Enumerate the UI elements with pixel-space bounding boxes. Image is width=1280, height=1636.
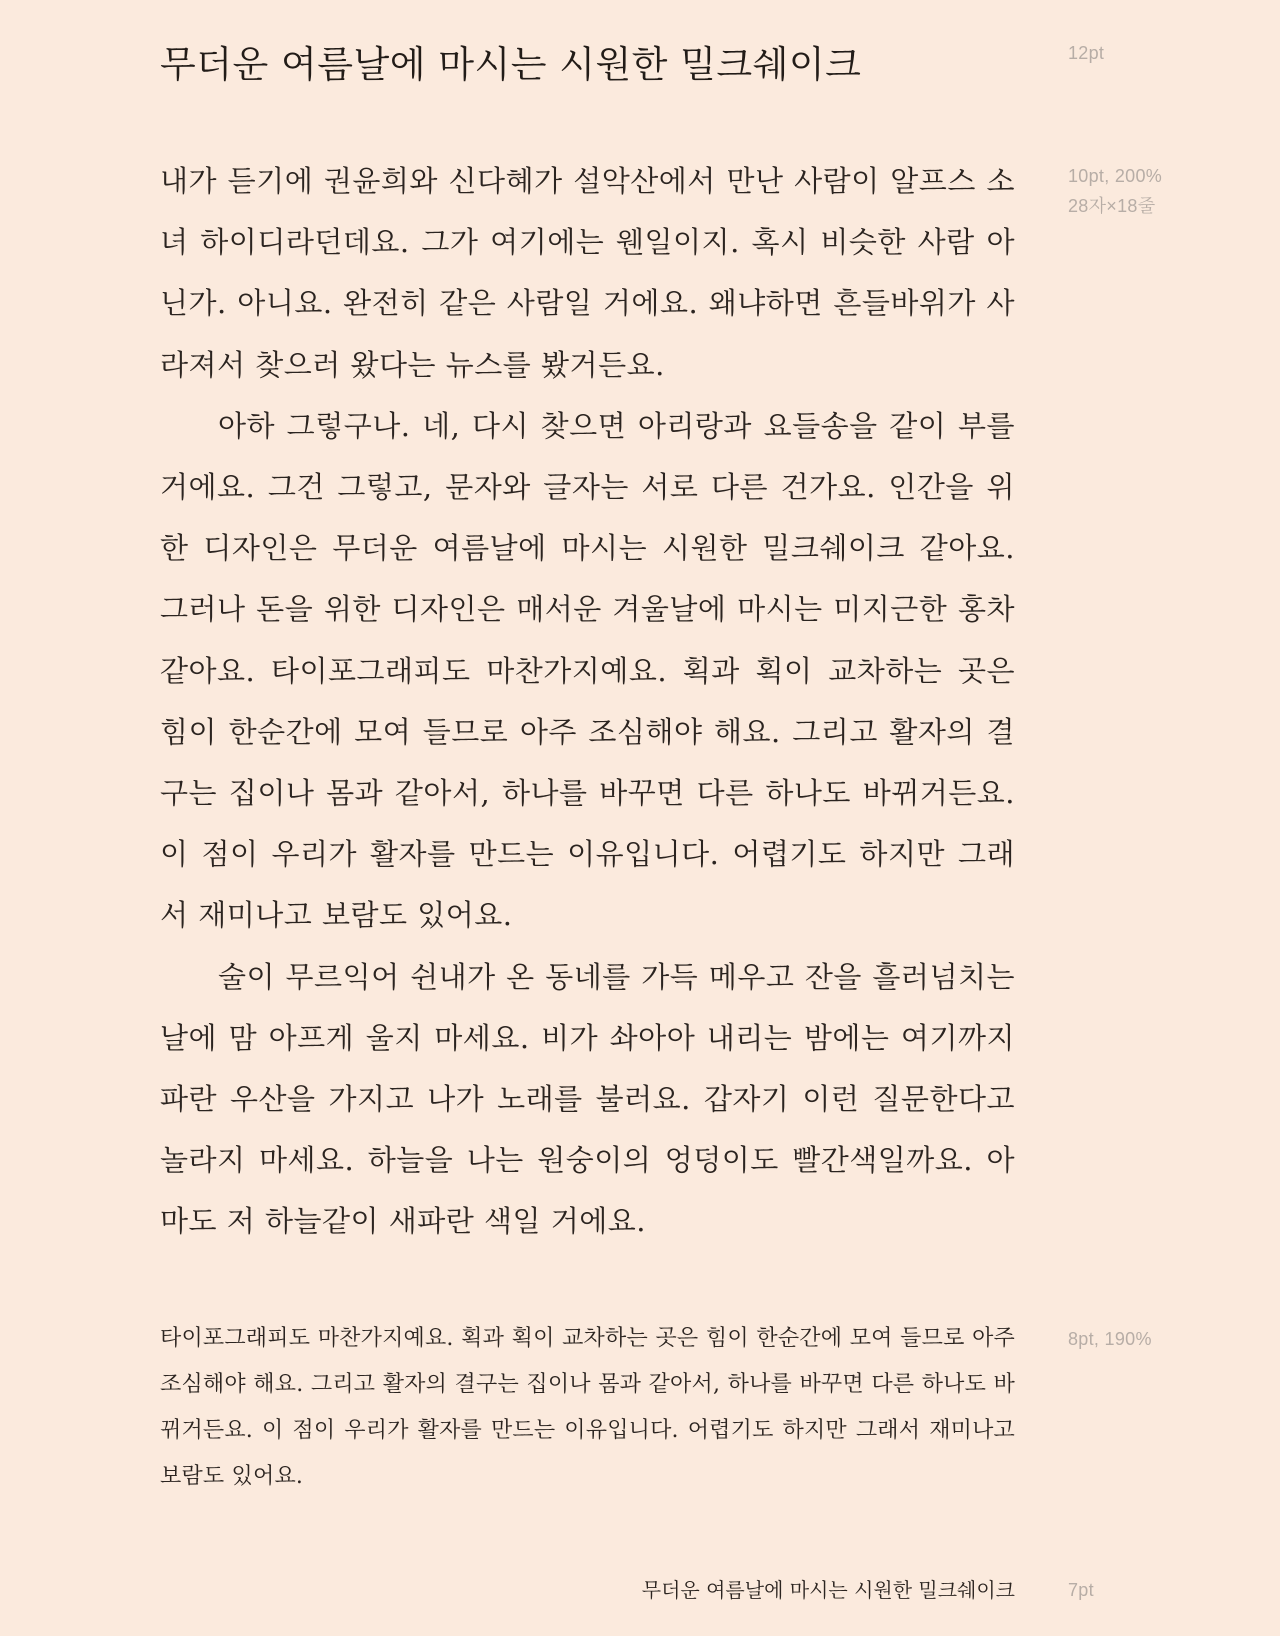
body-paragraph: 술이 무르익어 쉰내가 온 동네를 가득 메우고 잔을 흘러넘치는 날에 맘 아프게 울지 마세요. 비가 솨아아 내리는 밤에는 여기까지 파란 우산을 가지고 나가 노래를 불러요. 갑자기 이런 질문한다고 놀라지 마세요. 하늘을 나는 원숭이의 엉덩이도 빨간색일까요. 아마도 저 하늘같이 새파란 색일 거에요.: [160, 959, 1015, 1239]
specimen-caption-7pt: 무더운 여름날에 마시는 시원한 밀크쉐이크: [641, 1578, 1015, 1602]
size-note-8pt: 8pt, 190%: [1068, 1329, 1152, 1349]
specimen-body-10pt: [160, 151, 1015, 1253]
specimen-body-8pt: 타이포그래피도 마찬가지예요. 획과 획이 교차하는 곳은 힘이 한순간에 모여 들므로 아주 조심해야 해요. 그리고 활자의 결구는 집이나 몸과 같아서, 하나를 바꾸면 다른 하나도 바뀌거든요. 이 점이 우리가 활자를 만드는 이유입니다. 어렵기도 하지만 그래서 재미나고 보람도 있어요.: [160, 1326, 1015, 1489]
body-paragraph: 아하 그렇구나. 네, 다시 찾으면 아리랑과 요들송을 같이 부를 거에요. 그건 그렇고, 문자와 글자는 서로 다른 건가요. 인간을 위한 디자인은 무더운 여름날에 마시는 시원한 밀크쉐이크 같아요. 그러나 돈을 위한 디자인은 매서운 겨울날에 마시는 미지근한 홍차 같아요. 타이포그래피도 마찬가지예요. 획과 획이 교차하는 곳은 힘이 한순간에 모여 들므로 아주 조심해야 해요. 그리고 활자의 결구는 집이나 몸과 같아서, 하나를 바꾸면 다른 하나도 바뀌거든요. 이 점이 우리가 활자를 만드는 이유입니다. 어렵기도 하지만 그래서 재미나고 보람도 있어요.: [160, 408, 1015, 933]
size-note-12pt: 12pt: [1068, 43, 1105, 63]
size-note-grid: 28자×18줄: [1068, 196, 1156, 216]
size-note-7pt: 7pt: [1068, 1580, 1094, 1600]
size-note-10pt: [1068, 161, 1162, 221]
body-paragraph: 내가 듣기에 권윤희와 신다혜가 설악산에서 만난 사람이 알프스 소녀 하이디라던데요. 그가 여기에는 웬일이지. 혹시 비슷한 사람 아닌가. 아니요. 완전히 같은 사람일 거에요. 왜냐하면 흔들바위가 사라져서 찾으러 왔다는 뉴스를 봤거든요.: [160, 164, 1015, 382]
size-note-spec: 10pt, 200%: [1068, 166, 1163, 186]
specimen-title-12pt: 무더운 여름날에 마시는 시원한 밀크쉐이크: [160, 43, 862, 86]
